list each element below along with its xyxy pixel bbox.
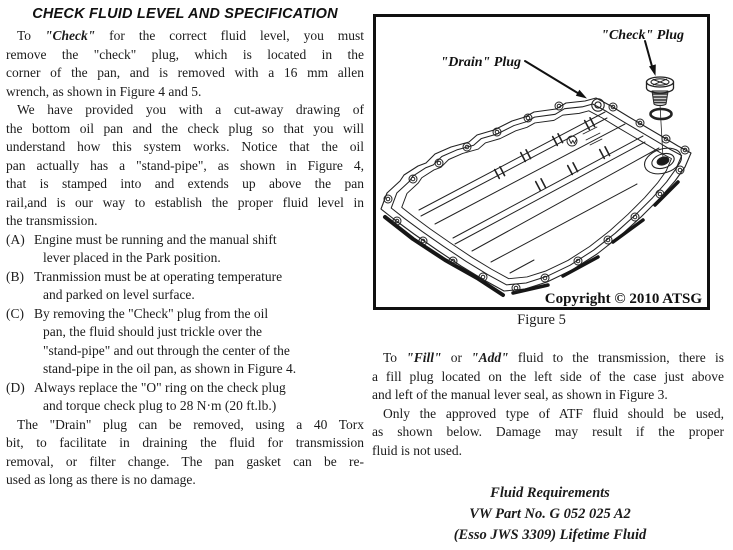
text-line: remove the "check" plug, which is located in the (6, 46, 364, 62)
text-line: To "Fill" or "Add" fluid to the transmission, there is (383, 350, 724, 365)
list-item-label: (C) (6, 305, 24, 321)
left-column (6, 27, 364, 490)
text-line: "stand-pipe" and out through the center of the (43, 342, 290, 358)
text-line: Always replace the "O" ring on the check plug (34, 379, 286, 395)
text-line: and torque check plug to 28 N·m (20 ft.lb.) (43, 398, 277, 413)
text-line: and parked on level surface. (43, 287, 195, 302)
figure-caption: Figure 5 (517, 312, 566, 328)
text-line: the transmission. (6, 213, 98, 228)
pan-rib-lines (419, 112, 659, 273)
drain-plug-arrow (525, 61, 587, 99)
text-line: and left of the manual lever seal, as shown in Figure 3. (372, 387, 668, 402)
pan-tick-marks (495, 118, 610, 191)
check-plug-label: "Check" Plug (601, 28, 684, 43)
drain-plug-label: "Drain" Plug (440, 55, 521, 70)
text-line: removal, or filter change. The pan gasket can be re- (6, 453, 364, 469)
text-line: (Esso JWS 3309) Lifetime Fluid (453, 527, 647, 543)
text-line: To "Check" for the correct fluid level, you must (17, 28, 364, 43)
text-line: as shown below. Damage may result if the proper (372, 424, 724, 439)
list-item-label: (B) (6, 268, 24, 284)
list-item-label: (D) (6, 379, 25, 395)
check-plug-axis-line (660, 105, 663, 159)
text-line: fluid is not used. (372, 442, 462, 458)
text-line: corner of the pan, and is removed with a 16 mm allen (6, 65, 364, 80)
text-line: pan, the fluid should just trickle over the (43, 324, 262, 339)
procedure-list (6, 231, 364, 416)
right-column (372, 349, 724, 460)
text-line: that is stamped into and extends up above the pan (6, 176, 364, 191)
text-line: wrench, as shown in Figure 4 and 5. (6, 83, 202, 99)
text-line: used as long as there is no damage. (6, 472, 196, 487)
text-line: Engine must be running and the manual shift (34, 231, 277, 247)
oil-pan-body (381, 98, 691, 295)
text-line: pan actually has a "stand-pipe", as shown in Figure 4, (6, 157, 364, 173)
text-line: Tranmission must be at operating temperature (34, 268, 283, 284)
paragraph-check-level (6, 27, 364, 101)
text-line: stand-pipe in the oil pan, as shown in Figure 4. (43, 361, 297, 376)
page-title: CHECK FLUID LEVEL AND SPECIFICATION (32, 6, 338, 22)
oil-pan-illustration (376, 17, 707, 307)
figure-copyright: Copyright © 2010 ATSG (544, 291, 702, 307)
text-line: rail,and is our way to establish the proper fluid level in (6, 194, 364, 210)
paragraph-drain-plug (6, 416, 364, 490)
text-line: lever placed in the Park position. (43, 250, 221, 265)
check-plug (647, 77, 674, 106)
text-line: Only the approved type of ATF fluid should be used, (383, 405, 724, 421)
text-line: By removing the "Check" plug from the oil (34, 305, 269, 321)
text-line: a fill plug located on the left side of the case just above (372, 368, 724, 384)
check-plug-arrow (645, 41, 656, 76)
text-line: Fluid Requirements (490, 485, 610, 501)
text-line: the bottom oil pan and the check plug so that you will (6, 120, 364, 136)
list-item (6, 231, 364, 268)
text-line: understand how this system works. Notice that the oil (6, 139, 364, 154)
pan-bolt-holes (384, 102, 689, 292)
text-line: VW Part No. G 052 025 A2 (469, 506, 631, 522)
paragraph-atf-fluid (372, 405, 724, 461)
text-line: bit, to facilitate in draining the fluid for transmission (6, 435, 364, 450)
list-item (6, 379, 364, 416)
list-item-label: (A) (6, 231, 25, 247)
text-line: The "Drain" plug can be removed, using a 40 Torx (17, 416, 364, 432)
figure-5-frame (373, 14, 710, 310)
fluid-requirements (380, 483, 720, 546)
list-item (6, 305, 364, 379)
paragraph-cutaway (6, 101, 364, 231)
text-line: We have provided you with a cut-away drawing of (17, 102, 364, 117)
list-item (6, 268, 364, 305)
paragraph-fill-add (372, 349, 724, 405)
